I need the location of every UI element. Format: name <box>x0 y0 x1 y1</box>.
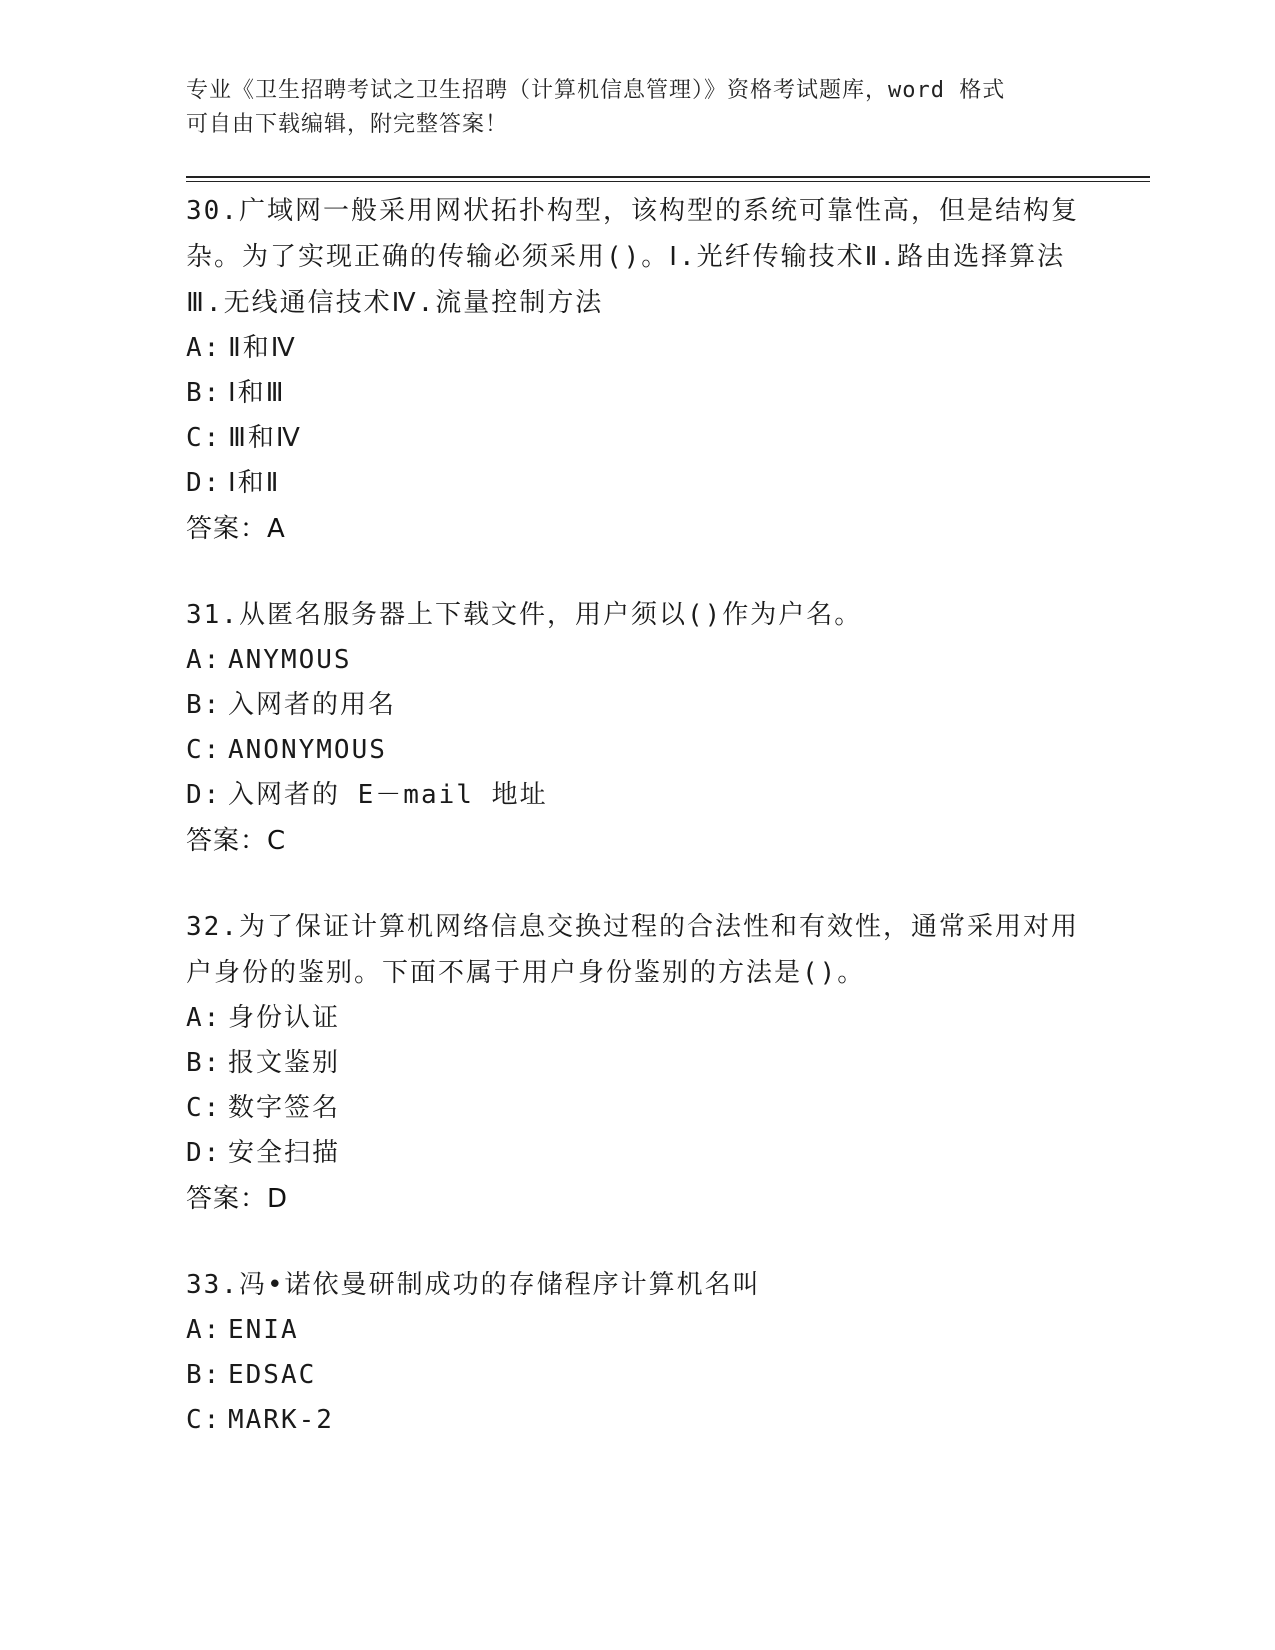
option-b <box>186 683 1086 728</box>
option-d <box>186 1131 1086 1176</box>
option-letter: C: <box>186 735 222 765</box>
option-c <box>186 416 1086 461</box>
option-text: Ⅱ和Ⅳ <box>228 333 297 363</box>
option-text: Ⅰ和Ⅱ <box>228 468 281 498</box>
answer-line: 答案：A <box>186 514 286 544</box>
question-text: 33.冯•诺依曼研制成功的存储程序计算机名叫 <box>186 1270 761 1300</box>
question-text: 32.为了保证计算机网络信息交换过程的合法性和有效性，通常采用对用户身份的鉴别。下面不属于用户身份鉴别的方法是()。 <box>186 912 1079 988</box>
option-text: 安全扫描 <box>228 1138 341 1168</box>
option-text: ANONYMOUS <box>228 735 387 765</box>
question-text: 30.广域网一般采用网状拓扑构型，该构型的系统可靠性高，但是结构复杂。为了实现正确的传输必须采用()。Ⅰ.光纤传输技术Ⅱ.路由选择算法Ⅲ.无线通信技术Ⅳ.流量控制方法 <box>186 196 1079 318</box>
option-c <box>186 728 1086 773</box>
option-text: 报文鉴别 <box>228 1048 341 1078</box>
option-a <box>186 326 1086 371</box>
option-text: 身份认证 <box>228 1003 341 1033</box>
option-c <box>186 1398 1086 1443</box>
option-letter: C: <box>186 1093 222 1123</box>
option-d <box>186 461 1086 506</box>
question-32 <box>186 904 1086 1222</box>
question-31 <box>186 592 1086 864</box>
option-letter: A: <box>186 1315 222 1345</box>
question-list <box>186 188 1086 1483</box>
option-letter: B: <box>186 690 222 720</box>
option-letter: B: <box>186 378 222 408</box>
header-line-2: 可自由下载编辑，附完整答案！ <box>186 112 509 137</box>
option-text: 数字签名 <box>228 1093 341 1123</box>
option-a <box>186 996 1086 1041</box>
option-letter: D: <box>186 780 222 810</box>
option-text: 入网者的 E－mail 地址 <box>228 780 548 810</box>
option-a <box>186 638 1086 683</box>
header-divider-thick <box>186 176 1150 178</box>
option-letter: B: <box>186 1048 222 1078</box>
option-letter: D: <box>186 1138 222 1168</box>
option-b <box>186 371 1086 416</box>
answer-line: 答案：D <box>186 1184 289 1214</box>
question-33 <box>186 1262 1086 1443</box>
option-letter: A: <box>186 645 222 675</box>
option-text: ANYMOUS <box>228 645 352 675</box>
option-text: 入网者的用名 <box>228 690 397 720</box>
header-divider-thin <box>186 181 1150 182</box>
option-text: MARK-2 <box>228 1405 334 1435</box>
option-letter: B: <box>186 1360 222 1390</box>
option-d <box>186 773 1086 818</box>
answer-line: 答案：C <box>186 826 287 856</box>
question-text: 31.从匿名服务器上下载文件，用户须以()作为户名。 <box>186 600 863 630</box>
option-c <box>186 1086 1086 1131</box>
document-header <box>186 74 1066 142</box>
option-letter: C: <box>186 1405 222 1435</box>
option-a <box>186 1308 1086 1353</box>
option-letter: A: <box>186 1003 222 1033</box>
option-text: ENIA <box>228 1315 299 1345</box>
option-text: Ⅲ和Ⅳ <box>228 423 302 453</box>
option-letter: D: <box>186 468 222 498</box>
option-b <box>186 1041 1086 1086</box>
option-b <box>186 1353 1086 1398</box>
option-text: Ⅰ和Ⅲ <box>228 378 286 408</box>
option-letter: C: <box>186 423 222 453</box>
option-letter: A: <box>186 333 222 363</box>
option-text: EDSAC <box>228 1360 317 1390</box>
header-line-1: 专业《卫生招聘考试之卫生招聘（计算机信息管理）》资格考试题库，word 格式 <box>186 78 1006 103</box>
question-30 <box>186 188 1086 552</box>
